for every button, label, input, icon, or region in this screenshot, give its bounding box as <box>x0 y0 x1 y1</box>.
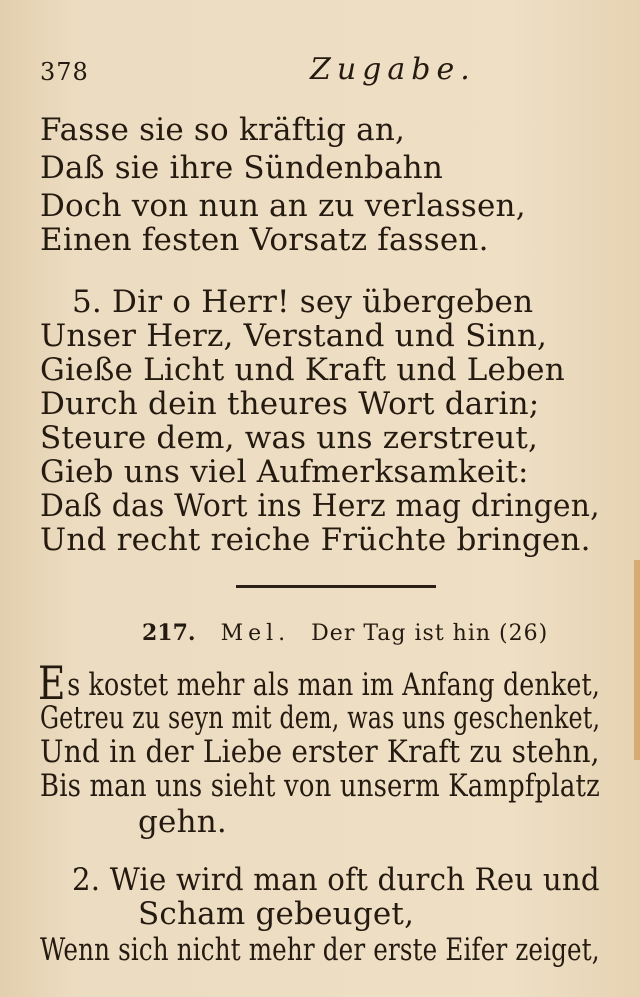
verse-line: Steure dem, was uns zerstreut, <box>40 420 539 456</box>
verse-line: Unser Herz, Verstand und Sinn, <box>40 318 548 354</box>
verse-line: Doch von nun an zu verlassen, <box>40 188 526 224</box>
verse-line: Gieße Licht und Kraft und Leben <box>40 352 565 388</box>
verse-line: Bis man uns sieht von unserm Kampfplatz <box>40 768 600 804</box>
hymn-number: 217. <box>142 620 196 646</box>
page-number: 378 <box>40 58 89 86</box>
verse-line: Fasse sie so kräftig an, <box>40 112 406 148</box>
verse-line: gehn. <box>138 804 227 840</box>
verse-line: 5. Dir o Herr! sey übergeben <box>72 284 534 320</box>
hymn-heading <box>142 620 548 646</box>
running-head: Zugabe. <box>310 52 476 87</box>
verse-line: Gieb uns viel Aufmerksamkeit: <box>40 454 529 490</box>
verse-line: Daß sie ihre Sündenbahn <box>40 150 443 186</box>
drop-cap: E <box>38 656 66 710</box>
verse-line: Durch dein theures Wort darin; <box>40 386 540 422</box>
verse-line: Getreu zu seyn mit dem, was uns geschenket, <box>40 700 601 736</box>
verse-line: Und recht reiche Früchte bringen. <box>40 522 591 558</box>
melody-tune: Der Tag ist hin (26) <box>311 621 549 646</box>
verse-line: Scham gebeuget, <box>138 896 415 932</box>
melody-label: Mel. <box>220 621 291 646</box>
verse-text: s kostet mehr als man im Anfang denket, <box>67 667 601 703</box>
verse-line: 2. Wie wird man oft durch Reu und <box>72 862 600 898</box>
section-divider <box>236 585 436 588</box>
page-edge-stain <box>634 560 640 760</box>
verse-line: Wenn sich nicht mehr der erste Eifer zeiget, <box>40 932 600 968</box>
verse-line: Und in der Liebe erster Kraft zu stehn, <box>40 734 600 770</box>
page-header <box>40 52 600 92</box>
verse-line: Einen festen Vorsatz fassen. <box>40 222 489 258</box>
verse-line: Daß das Wort ins Herz mag dringen, <box>40 488 600 524</box>
